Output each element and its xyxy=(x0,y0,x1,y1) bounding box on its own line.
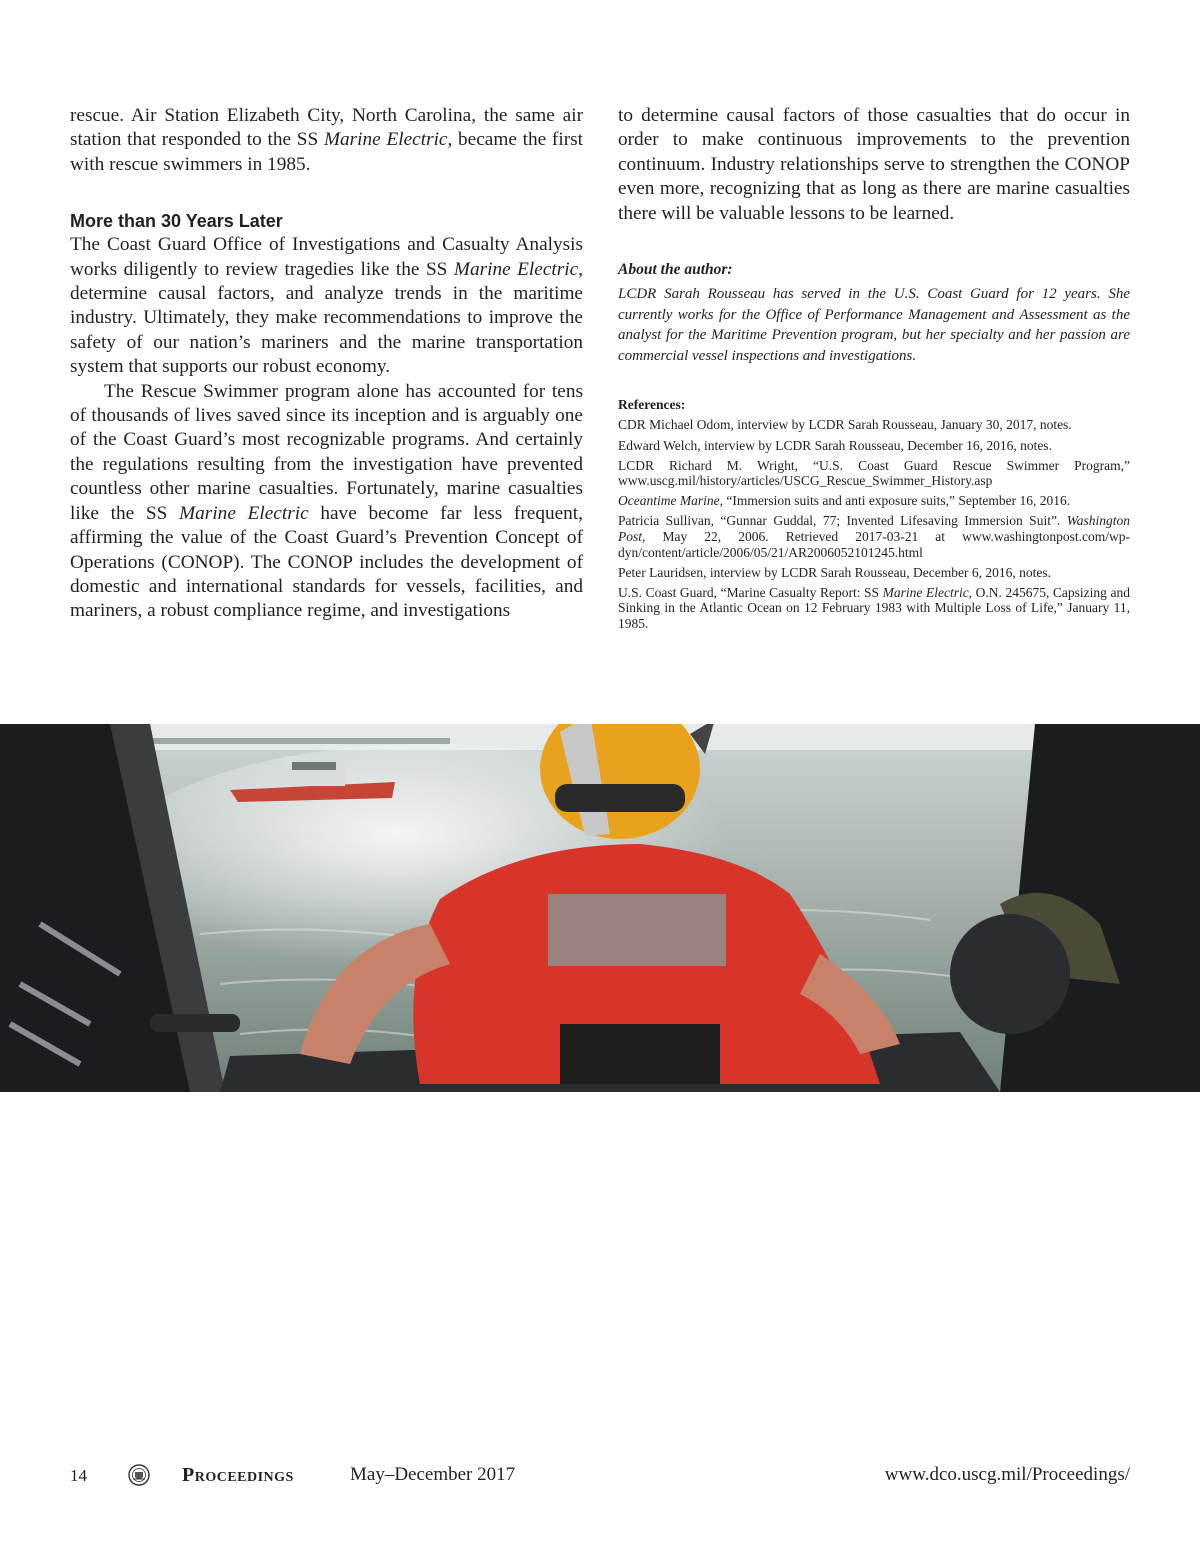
text-run: May 22, 2006. Retrieved 2017-03-21 at www.washingtonpost.com/wp-dyn/content/article/2006/05/21/AR2006052101245.html xyxy=(618,528,1130,560)
references-list xyxy=(618,417,1130,631)
reference-item xyxy=(618,513,1130,560)
paragraph xyxy=(618,104,1130,226)
text-run: “Immersion suits and anti exposure suits,” September 16, 2016. xyxy=(722,493,1071,509)
reference-item xyxy=(618,565,1130,581)
text-run: Patricia Sullivan, “Gunnar Guddal, 77; Invented Lifesaving Immersion Suit”. xyxy=(618,513,1067,529)
right-column xyxy=(618,104,1130,636)
text-run: CDR Michael Odom, interview by LCDR Sarah Rousseau, January 30, 2017, notes. xyxy=(618,417,1072,433)
author-bio: LCDR Sarah Rousseau has served in the U.S. Coast Guard for 12 years. She currently works for the Office of Performance Management and Assessment as the analyst for the Maritime Prevention program, but her specialty and her passion are commercial vessel inspections and investigations. xyxy=(618,286,1130,364)
references-heading: References: xyxy=(618,397,686,413)
italic-text: Marine Electric xyxy=(179,502,309,524)
photo-illustration xyxy=(0,724,1200,1092)
italic-text: Oceantime Marine, xyxy=(618,493,723,509)
paragraph xyxy=(70,104,583,177)
page-footer xyxy=(70,1464,1130,1490)
reference-item xyxy=(618,438,1130,454)
issue-date: May–December 2017 xyxy=(350,1464,516,1485)
italic-text: Marine Electric, xyxy=(323,129,453,151)
left-column xyxy=(70,104,583,624)
text-run: O.N. 245675, Capsizing and Sinking in the Atlantic Ocean on 12 February 1983 with Multiple Loss of Life,” January 11, 1985. xyxy=(618,584,1130,631)
reference-item xyxy=(618,458,1130,489)
text-run: determine causal factors, and analyze trends in the maritime industry. Ultimately, they make recommendations to improve the safety of our nation’s mariners and the marine transportation system that supports our robust economy. xyxy=(70,283,583,378)
italic-text: Marine Electric, xyxy=(882,584,973,600)
page-number: 14 xyxy=(70,1466,87,1485)
text-run: to determine causal factors of those casualties that do occur in order to make continuous improvements to the prevention continuum. Industry relationships serve to strengthen the CONOP even more, recognizing that as long as there are marine casualties there will be valuable lessons to be learned. xyxy=(618,105,1130,224)
text-run: Peter Lauridsen, interview by LCDR Sarah Rousseau, December 6, 2016, notes. xyxy=(618,564,1052,580)
coast-guard-seal-icon xyxy=(128,1464,150,1486)
text-run: LCDR Richard M. Wright, “U.S. Coast Guard Rescue Swimmer Program,” www.uscg.mil/history/articles/USCG_Rescue_Swimmer_History.asp xyxy=(618,457,1130,489)
author-heading: About the author: xyxy=(618,261,733,279)
text-run: became the first with rescue swimmers in 1985. xyxy=(70,129,583,175)
text-run: U.S. Coast Guard, “Marine Casualty Report: SS xyxy=(618,584,883,600)
paragraph xyxy=(70,380,583,624)
publication-name: Proceedings xyxy=(182,1464,294,1486)
reference-item xyxy=(618,417,1130,433)
italic-text: Washington Post, xyxy=(618,513,1130,544)
paragraph xyxy=(70,233,583,379)
rescue-swimmer-photo xyxy=(0,724,1200,1092)
section-heading: More than 30 Years Later xyxy=(70,211,283,232)
text-run: Edward Welch, interview by LCDR Sarah Rousseau, December 16, 2016, notes. xyxy=(618,437,1052,453)
text-run: rescue. Air Station Elizabeth City, North Carolina, the same air station that responded to the SS xyxy=(70,105,583,151)
text-run: The Coast Guard Office of Investigations and Casualty Analysis works diligently to review tragedies like the SS xyxy=(70,234,583,280)
text-run: have become far less frequent, affirming the value of the Coast Guard’s Prevention Concept of Operations (CONOP). The CONOP includes the development of domestic and international standards for vessels, facilities, and mariners, a robust compliance regime, and investigations xyxy=(70,502,583,622)
website-url: www.dco.uscg.mil/Proceedings/ xyxy=(884,1464,1130,1485)
italic-text: Marine Electric, xyxy=(453,258,584,280)
photo-caption: A rescue swimmer with Coast Guard Air Station Elizabeth City, North Carolina, jumps from a helicopter during training. U.S. Coast Guard photo by Petty Officer Joshua Canup. xyxy=(988,1238,1169,1354)
reference-item xyxy=(618,493,1130,509)
reference-item xyxy=(618,585,1130,632)
text-run: The Rescue Swimmer program alone has accounted for tens of thousands of lives saved since its inception and is arguably one of the Coast Guard’s most recognizable programs. And certainly the regulations resulting from the investigation have prevented countless other marine casualties. Fortunately, marine casualties like the SS xyxy=(70,380,583,524)
